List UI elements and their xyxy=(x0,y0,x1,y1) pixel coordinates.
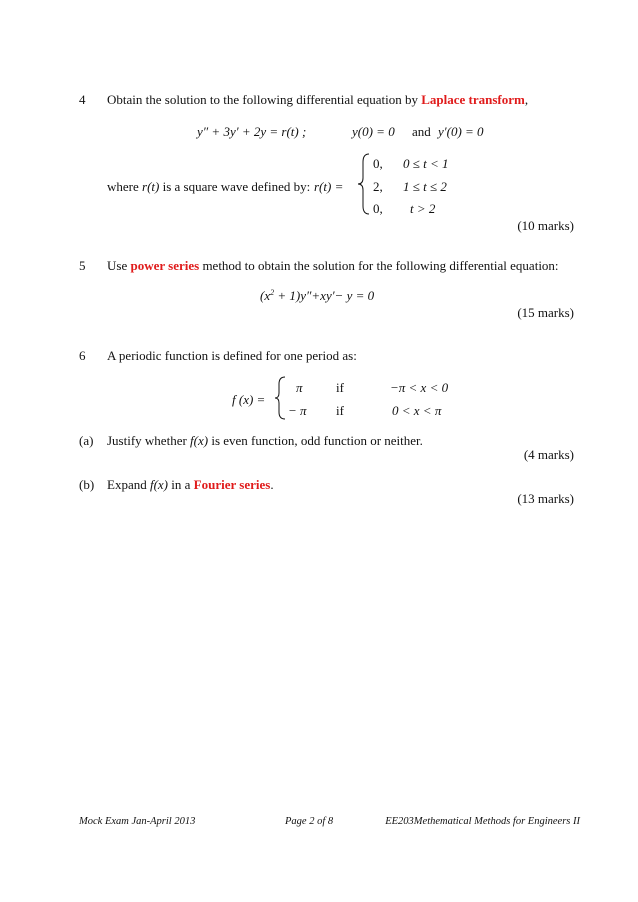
q6-part-a-before: Justify whether xyxy=(107,433,191,448)
q5-eq-sup: 2 xyxy=(270,288,275,297)
question-5-number: 5 xyxy=(79,258,86,273)
q6-cases-brace xyxy=(274,376,286,420)
q6-part-a-marks: (4 marks) xyxy=(523,447,574,462)
fourier-series-highlight: Fourier series xyxy=(193,477,271,492)
q4-differential-equation: y″ + 3y′ + 2y = r(t) ; xyxy=(197,124,307,139)
q5-eq-a: (x xyxy=(260,288,271,303)
q6-part-b-marks: (13 marks) xyxy=(517,491,574,506)
q6-part-b-fx: f(x) xyxy=(149,477,169,492)
q5-marks: (15 marks) xyxy=(517,305,574,320)
q4-and: and xyxy=(412,124,431,139)
q6-part-a-text xyxy=(107,433,423,449)
q6-case-2-value: − π xyxy=(288,403,307,418)
q6-part-a-label: (a) xyxy=(79,433,94,448)
q4-where-a: where xyxy=(107,179,143,194)
q4-case-3-value: 0, xyxy=(373,201,383,216)
footer-left: Mock Exam Jan-April 2013 xyxy=(79,816,196,827)
q6-case-1-condition: −π < x < 0 xyxy=(390,380,449,395)
q5-eq-b: + 1)y″+xy′− y = 0 xyxy=(274,288,375,303)
q6-part-a-fx: f(x) xyxy=(190,433,209,448)
q4-rt-lhs: r(t) = xyxy=(314,179,344,194)
laplace-transform-highlight: Laplace transform xyxy=(421,92,525,107)
question-5-text-before: Use xyxy=(107,258,131,273)
q6-case-2-condition: 0 < x < π xyxy=(392,403,442,418)
question-4-number: 4 xyxy=(79,92,86,107)
question-6-text: A periodic function is defined for one period as: xyxy=(107,348,357,363)
question-5-text-after: method to obtain the solution for the following differential equation: xyxy=(199,258,559,273)
q4-where-b: is a square wave defined by: xyxy=(159,179,311,194)
question-6-number: 6 xyxy=(79,348,86,363)
footer-page-number: Page 2 of 8 xyxy=(285,816,334,827)
q4-initial-condition-2: y′(0) = 0 xyxy=(438,124,484,139)
question-4-text xyxy=(107,92,528,108)
q6-part-b-text xyxy=(107,477,274,493)
q6-part-b-after: . xyxy=(270,477,274,492)
question-4-text-before: Obtain the solution to the following differential equation by xyxy=(107,92,422,107)
q4-case-1-condition: 0 ≤ t < 1 xyxy=(403,156,449,171)
q4-case-3-condition: t > 2 xyxy=(410,201,436,216)
q4-case-1-value: 0, xyxy=(373,156,383,171)
q6-case-1-value: π xyxy=(296,380,303,395)
q6-case-2-if: if xyxy=(336,403,344,418)
q6-case-1-if: if xyxy=(336,380,344,395)
q6-f-lhs: f (x) = xyxy=(232,392,266,407)
footer-right: EE203Methematical Methods for Engineers II xyxy=(385,816,580,827)
q4-initial-condition-1: y(0) = 0 xyxy=(352,124,395,139)
q6-part-b-mid: in a xyxy=(168,477,194,492)
q6-part-a-after: is even function, odd function or neither. xyxy=(208,433,423,448)
q4-case-2-condition: 1 ≤ t ≤ 2 xyxy=(403,179,447,194)
q6-part-b-before: Expand xyxy=(107,477,150,492)
q4-marks: (10 marks) xyxy=(517,218,574,233)
q6-part-b-label: (b) xyxy=(79,477,95,492)
power-series-highlight: power series xyxy=(130,258,200,273)
q4-where-text xyxy=(107,179,310,195)
question-4-text-after: , xyxy=(524,92,529,107)
q5-equation xyxy=(260,288,374,304)
q4-where-rt: r(t) xyxy=(142,179,160,194)
q4-case-2-value: 2, xyxy=(373,179,383,194)
question-5-text xyxy=(107,258,559,274)
q4-cases-brace xyxy=(357,152,371,216)
